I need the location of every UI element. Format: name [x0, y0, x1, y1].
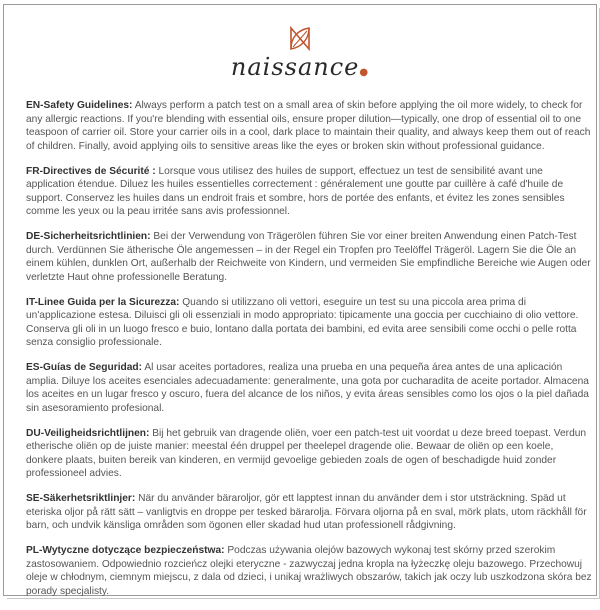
section-label: ES-Guías de Seguridad: — [26, 362, 143, 373]
section-label: PL-Wytyczne dotyczące bezpieczeństwa: — [26, 545, 225, 556]
document-frame — [3, 4, 597, 596]
section-label: EN-Safety Guidelines: — [26, 100, 133, 111]
section-du — [26, 427, 592, 481]
section-fr — [26, 165, 592, 219]
section-text: Al usar aceites portadores, realiza una prueba en una pequeña área antes de una aplicación amplia. Diluye los aceites esenciales adecuadamente: generalmente, una gota por cucharadita de aceite portador. Almacena los aceites en un lugar fresco y oscuro, fuera del alcance de los niños, y evita áreas sensibles como los ojos o la piel dañada sin asesoramiento profesional. — [26, 362, 589, 414]
brand-logo — [4, 25, 596, 87]
section-label: DE-Sicherheitsrichtlinien: — [26, 231, 151, 242]
leaf-n-icon — [288, 25, 312, 51]
section-se — [26, 492, 592, 533]
section-text: Always perform a patch test on a small area of skin before applying the oil more widely, to check for any allergic reactions. If you're blending with essential oils, ensure proper dilution—typically, one drop of essential oil to one teaspoon of carrier oil. Store your carrier oils in a cool, dark place to maintain their quality, and always keep them out of reach of children. Finally, avoid applying oils to sensitive areas like the eyes or broken skin without professional guidance. — [26, 100, 591, 152]
section-text: När du använder bäraroljor, gör ett lapptest innan du använder dem i stor utsträckning. Späd ut eteriska oljor på rätt sätt – vanligtvis en droppe per tesked bärarolja. Förvara oljorna på en sval, mörk plats, utom räckhåll för barn, och undvik känsliga områden som ögonen eller skadad hud utan professionell rådgivning. — [26, 493, 587, 531]
section-text: Lorsque vous utilisez des huiles de support, effectuez un test de sensibilité avant une application étendue. Diluez les huiles essentielles correctement : généralement une goutte par cuillère à café d'huile de support. Conservez les huiles dans un endroit frais et sombre, hors de portée des enfants, et évitez les zones sensibles comme les yeux ou la peau irritée sans avis professionnel. — [26, 165, 565, 217]
section-pl — [26, 544, 592, 598]
section-it — [26, 296, 592, 350]
section-text: Bij het gebruik van dragende oliën, voer een patch-test uit voordat u deze breed toepast. Verdun etherische oliën op de juiste manier: meestal één druppel per theelepel dragende olie. Bewaar de oliën op een koele, donkere plaats, buiten bereik van kinderen, en vermijd gevoelige gebieden zoals de ogen of beschadigde huid zonder professioneel advies. — [26, 427, 587, 479]
brand-name: naissance● — [230, 53, 370, 81]
section-label: IT-Linee Guida per la Sicurezza: — [26, 296, 180, 308]
section-text: Podczas używania olejów bazowych wykonaj test skórny przed szerokim zastosowaniem. Odpowiednio rozcieńcz olejki eteryczne - zazwyczaj jedna kropla na łyżeczkę oleju bazowego. Przechowuj oleje w chłodnym, ciemnym miejscu, z dala od dzieci, i unikaj wrażliwych obszarów, takich jak oczy lub uszkodzona skóra bez porady specjalisty. — [26, 545, 592, 597]
section-label: SE-Säkerhetsriktlinjer: — [26, 493, 136, 504]
section-de — [26, 230, 592, 284]
section-label: DU-Veiligheidsrichtlijnen: — [26, 427, 150, 439]
section-label: FR-Directives de Sécurité : — [26, 165, 156, 177]
section-es — [26, 361, 592, 415]
safety-guidelines — [26, 99, 592, 610]
section-text: Quando si utilizzano oli vettori, eseguire un test su una piccola area prima di un'applicazione estesa. Diluisci gli oli essenziali in modo appropriato: tipicamente una goccia per cucchiaino di olio vettore. Conserva gli oli in un luogo fresco e buio, lontano dalla portata dei bambini, ed evita aree sensibili come occhi o pelle rotta senza consiglio professionale. — [26, 296, 579, 348]
section-en — [26, 99, 592, 153]
section-text: Bei der Verwendung von Trägerölen führen Sie vor einer breiten Anwendung einen Patch-Test durch. Verdünnen Sie ätherische Öle angemessen – in der Regel ein Tropfen pro Teelöffel Trägeröl. Lagern Sie die Öle an einem kühlen, dunklen Ort, außerhalb der Reichweite von Kindern, und vermeiden Sie empfindliche Bereiche wie Augen oder verletzte Haut ohne professionelle Beratung. — [26, 231, 591, 283]
